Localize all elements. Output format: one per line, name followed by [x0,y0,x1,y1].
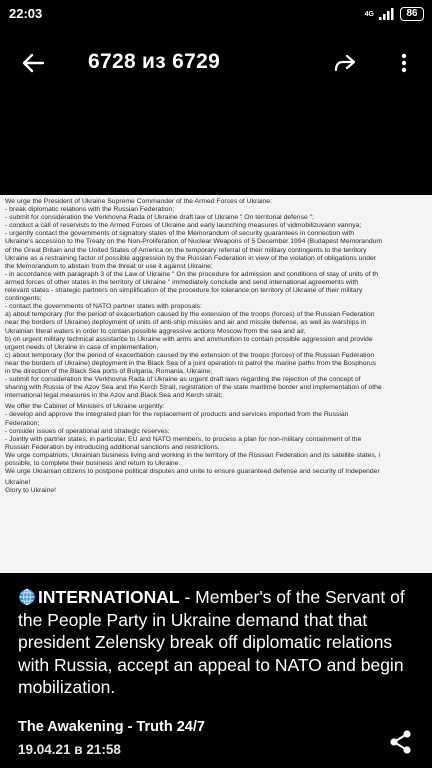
status-time: 22:03 [9,6,43,21]
more-options-button[interactable] [392,48,416,78]
caption-tag: INTERNATIONAL [38,587,180,607]
document-line: - in accordance with paragraph 3 of the Law of Ukraine " On the procedure for admission and conditions of stay of units of th [5,270,379,278]
document-line: of the Great Britain and the United States of America on the temporary referral of their military contingents to the territory [5,246,367,254]
document-line: sharing with Russia of the Azov Sea and the Kerch Strait, registration of the state maritime border and implementation of othe [5,384,382,392]
document-line: - urgently contact the governments of signatory states of the Memorandum of security guarantees in connection with [5,230,355,238]
document-image[interactable] [0,195,432,573]
globe-icon [18,588,36,606]
signal-icon [379,8,395,20]
document-line: We urge compatriots, Ukrainian business living and working in the territory of the Russian Federation and its satellite states, i [5,451,381,459]
share-arrow-icon [333,53,357,73]
document-line: urgent needs of Ukraine in case of implementation, [5,343,159,351]
caption-text: - Member's of the Servant of the People Party in Ukraine demand that that president Zelensky break off diplomatic relations with Russia, accept an appeal to NATO and begin mobilization. [18,587,405,697]
document-line: Ukraine! [5,479,31,487]
page-title: 6728 из 6729 [88,50,221,73]
document-line: contingents; [5,295,42,303]
document-line: relevant states - strategic partners on simplification of the procedure for tolerance on territory of Ukraine of their military [5,287,363,295]
post-footer [18,719,418,763]
post-caption [18,586,422,699]
document-line: near the borders of Ukraine) deployment in the Black Sea of a joint operation to patrol the marine paths from the Bosphorus [5,359,377,367]
document-line: - break diplomatic relations with the Russian Federation; [5,206,175,214]
document-line: armed forces of other states in the territory of Ukraine " immediately conclude and send international agreements with [5,278,359,286]
document-line: - submit for consideration the Verkhovna Rada of Ukraine as urgent draft laws regarding the rejection of the concept of [5,376,361,384]
post-date: 19.04.21 в 21:58 [18,742,121,757]
document-line: in the direction of the Black Sea ports of Bulgaria, Romania, Ukraine; [5,367,213,375]
document-line: international legal measures in the Azov and Black Sea and Kerch strait; [5,392,223,400]
document-line: - consider issues of operational and strategic reserves; [5,427,170,435]
back-arrow-icon [22,53,44,73]
document-line: - submit for consideration the Verkhovna Rada of Ukraine draft law of Ukraine " On territorial defense "; [5,214,314,222]
document-line: We urge Ukrainian citizens to postpone political disputes and unite to ensure guaranteed defense and security of Independer [5,468,380,476]
share-icon [388,729,414,755]
share-button[interactable] [388,729,414,755]
channel-name[interactable]: The Awakening - Truth 24/7 [18,719,205,735]
document-line: We offer the Cabinet of Ministers of Ukraine urgently: [5,403,165,411]
forward-button[interactable] [330,48,360,78]
document-line: c) about temporary (for the period of exacerbation caused by the extension of the troops (forces) of the Russian Federation [5,351,375,359]
status-icons [365,6,424,22]
document-line: - develop and approve the integrated plan for the replacement of products and services imported from the Russian [5,411,349,419]
document-line: Ukrainian literal waters in order to contain possible aggressive actions Moscow from the sea and air, [5,327,306,335]
network-type-label: 4G [364,10,374,18]
more-vert-icon [401,53,407,73]
document-line: - contact the governments of NATO partner states with proposals: [5,303,202,311]
document-line: the Memorandum to abstain from the threat or use it against Ukraine; [5,262,213,270]
document-text [5,198,428,495]
document-line: Ukraine as a restraining factor of possible aggression by the Russian Federation in view of the violation of obligations under [5,254,377,262]
top-bar [0,36,432,88]
document-line: We urge the President of Ukraine Supreme Commander of the Armed Forces of Ukraine: [5,198,272,205]
document-line: Russian Federation by introducing additional sanctions and restrictions. [5,443,220,451]
document-line: Ukraine's accession to the Treaty on the Non-Proliferation of Nuclear Weapons of 5 December 1994 (Budapest Memorandum [5,238,383,246]
document-line: - conduct a call of reservists to the Armed Forces of Ukraine and early launching measures of vidmobilizuvann vannya; [5,222,362,230]
back-button[interactable] [18,48,48,78]
document-line: Glory to Ukraine! [5,487,56,495]
status-bar [0,0,432,28]
document-line: Federation; [5,419,40,427]
document-line: - Jointly with partner states, in particular, EU and NATO members, to process a plan for non-military containment of the [5,435,362,443]
document-line: b) on urgent military technical assistance to Ukraine with arms and ammunition to contain possible aggression and provide [5,335,373,343]
document-line: near the borders of Ukraine) deployment of units of anti-ship missiles and air and missile defense, as well as warships in [5,319,367,327]
document-line: a) about temporary (for the period of exacerbation caused by the extension of the troops (forces) of the Russian Federation [5,311,375,319]
battery-indicator: 86 [400,7,424,21]
document-line: possible, to complete their business and return to Ukraine. [5,460,181,467]
